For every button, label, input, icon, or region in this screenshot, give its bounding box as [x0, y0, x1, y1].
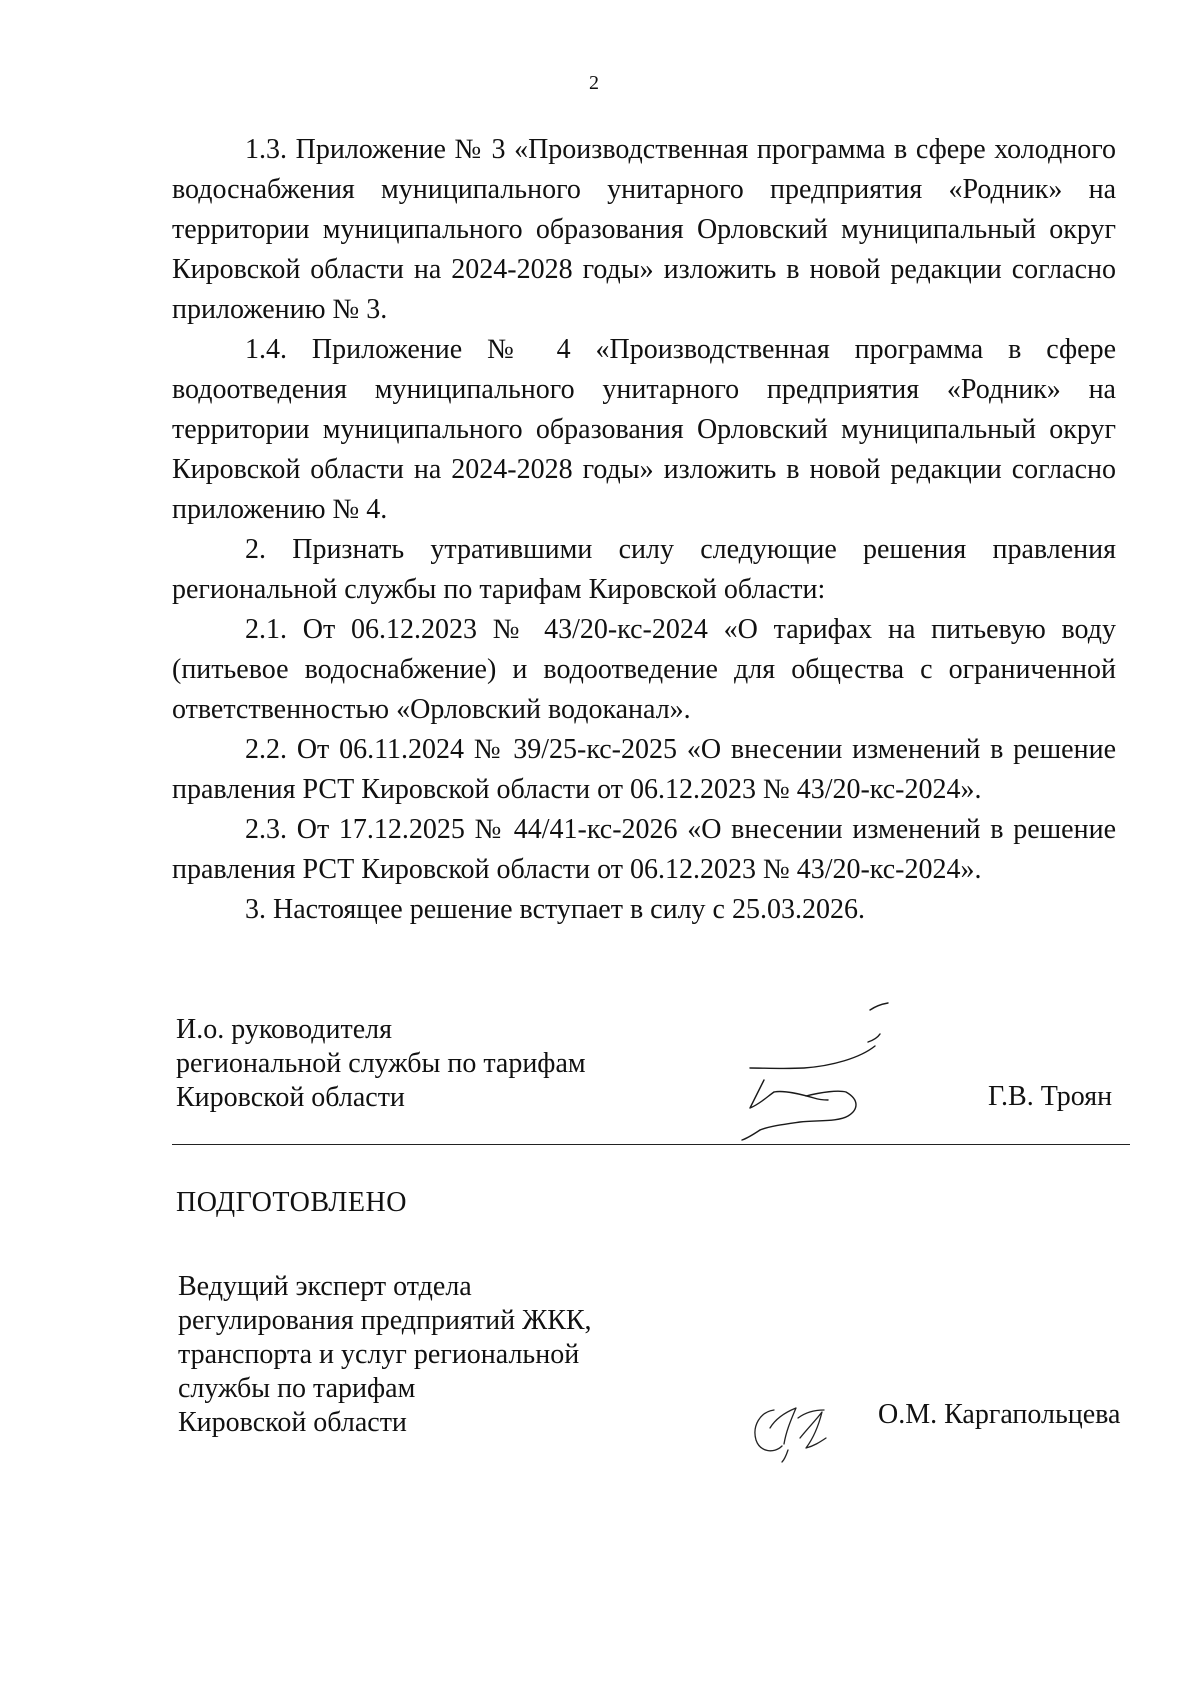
paragraph-1-3: 1.3. Приложение № 3 «Производственная программа в сфере холодного водоснабжения муниципального унитарного предприятия «Родник» на территории муниципального образования Орловский муниципальный округ Кировской области на 2024-2028 годы» изложить в новой редакции согласно приложению № 3. [172, 134, 1116, 325]
signatory-title-line: Кировской области [176, 1082, 405, 1113]
preparer-title-line: Ведущий эксперт отдела [178, 1271, 472, 1302]
preparer-title [178, 1270, 648, 1440]
signatory-title-line: региональной службы по тарифам [176, 1048, 586, 1079]
initials-signature-image [740, 1388, 840, 1468]
signatory-title [176, 1013, 646, 1115]
preparer-title-line: Кировской области [178, 1407, 407, 1438]
preparer-title-line: службы по тарифам [178, 1373, 416, 1404]
preparer-title-line: транспорта и услуг региональной [178, 1339, 580, 1370]
preparer-title-line: регулирования предприятий ЖКК, [178, 1305, 592, 1336]
paragraph-2-2: 2.2. От 06.11.2024 № 39/25-кс-2025 «О внесении изменений в решение правления РСТ Кировской области от 06.12.2023 № 43/20-кс-2024». [172, 734, 1116, 805]
document-body [172, 130, 1116, 930]
signatory-title-line: И.о. руководителя [176, 1014, 393, 1045]
paragraph-2-1: 2.1. От 06.12.2023 № 43/20-кс-2024 «О тарифах на питьевую воду (питьевое водоснабжение) и водоотведение для общества с ограниченной ответственностью «Орловский водоканал». [172, 614, 1116, 725]
paragraph-2-3: 2.3. От 17.12.2025 № 44/41-кс-2026 «О внесении изменений в решение правления РСТ Кировской области от 06.12.2023 № 43/20-кс-2024». [172, 814, 1116, 885]
signature-divider [172, 1144, 1130, 1145]
prepared-heading: ПОДГОТОВЛЕНО [176, 1187, 407, 1218]
signature-image [720, 996, 960, 1156]
paragraph-3: 3. Настоящее решение вступает в силу с 25.03.2026. [245, 894, 865, 925]
page-number: 2 [589, 72, 599, 94]
paragraph-1-4: 1.4. Приложение № 4 «Производственная программа в сфере водоотведения муниципального унитарного предприятия «Родник» на территории муниципального образования Орловский муниципальный округ Кировской области на 2024-2028 годы» изложить в новой редакции согласно приложению № 4. [172, 334, 1116, 525]
signatory-name: Г.В. Троян [988, 1081, 1113, 1112]
paragraph-2: 2. Признать утратившими силу следующие решения правления региональной службы по тарифам Кировской области: [172, 534, 1116, 605]
preparer-name: О.М. Каргапольцева [878, 1399, 1121, 1430]
